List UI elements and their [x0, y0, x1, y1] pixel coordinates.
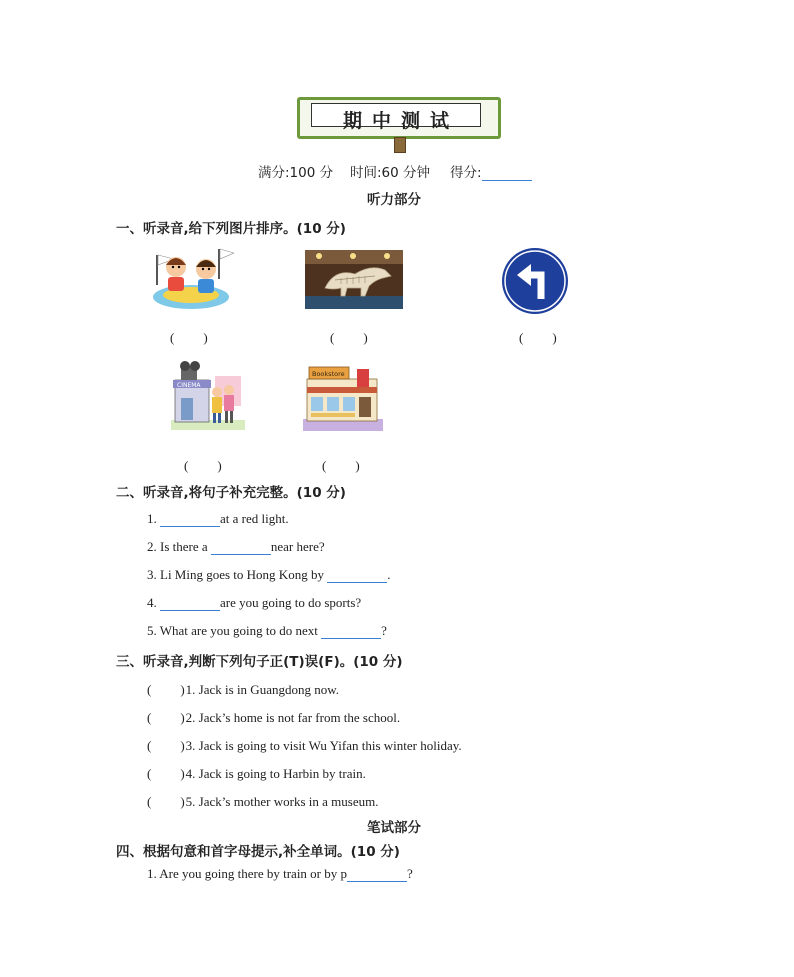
section1-title: 一、听录音,给下列图片排序。(10 分) [116, 221, 346, 237]
full-score: 满分:100 分 [258, 165, 334, 181]
dinosaur-museum-icon [305, 250, 403, 309]
score-blank[interactable] [482, 166, 532, 181]
tf-item-2: ( )2. Jack’s home is not far from the school. [147, 710, 401, 725]
turn-left-sign-icon [501, 247, 569, 315]
bookstore-sign: Bookstore [312, 370, 345, 378]
pic4-paren[interactable]: ( ) [184, 458, 223, 473]
writing-header: 笔试部分 [367, 820, 421, 836]
cinema-sign: CINEMA [177, 382, 201, 389]
score-label: 得分: [450, 165, 482, 181]
title-inner-box [311, 103, 481, 132]
bookstore-icon [303, 365, 383, 431]
fill-item-2: 2. Is there a near here? [147, 539, 325, 554]
pic3-paren[interactable]: ( ) [519, 330, 558, 345]
title-board [297, 97, 499, 137]
fill-blank-4[interactable] [160, 596, 220, 611]
tf-item-1: ( )1. Jack is in Guangdong now. [147, 682, 340, 697]
fill-blank-5[interactable] [321, 624, 381, 639]
score-field [450, 161, 532, 181]
pic5-paren[interactable]: ( ) [322, 458, 361, 473]
fill-item-4: 4. are you going to do sports? [147, 595, 362, 610]
fill-item-5: 5. What are you going to do next ? [147, 623, 387, 638]
children-waving-flags-icon [148, 245, 234, 311]
tf-item-3: ( )3. Jack is going to visit Wu Yifan this winter holiday. [147, 738, 462, 753]
fill-blank-2[interactable] [211, 540, 271, 555]
word-blank-1[interactable] [347, 867, 407, 882]
listening-header: 听力部分 [367, 192, 421, 208]
word-item-1: 1. Are you going there by train or by p ? [147, 866, 413, 881]
tf-item-5: ( )5. Jack’s mother works in a museum. [147, 794, 379, 809]
pic1-paren[interactable]: ( ) [170, 330, 209, 345]
tf-paren-2[interactable]: ( ) [147, 710, 186, 725]
fill-item-1: 1. at a red light. [147, 511, 289, 526]
tf-paren-4[interactable]: ( ) [147, 766, 186, 781]
section3-title: 三、听录音,判断下列句子正(T)误(F)。(10 分) [116, 654, 403, 670]
page-title: 期中测试 [342, 110, 459, 132]
tf-paren-1[interactable]: ( ) [147, 682, 186, 697]
pic2-paren[interactable]: ( ) [330, 330, 369, 345]
title-post [394, 137, 406, 153]
section4-title: 四、根据句意和首字母提示,补全单词。(10 分) [116, 844, 400, 860]
cinema-icon [171, 358, 245, 430]
time-limit: 时间:60 分钟 [350, 165, 431, 181]
section2-title: 二、听录音,将句子补充完整。(10 分) [116, 485, 346, 501]
fill-blank-1[interactable] [160, 512, 220, 527]
tf-paren-3[interactable]: ( ) [147, 738, 186, 753]
fill-item-3: 3. Li Ming goes to Hong Kong by . [147, 567, 391, 582]
fill-blank-3[interactable] [327, 568, 387, 583]
tf-paren-5[interactable]: ( ) [147, 794, 186, 809]
tf-item-4: ( )4. Jack is going to Harbin by train. [147, 766, 366, 781]
